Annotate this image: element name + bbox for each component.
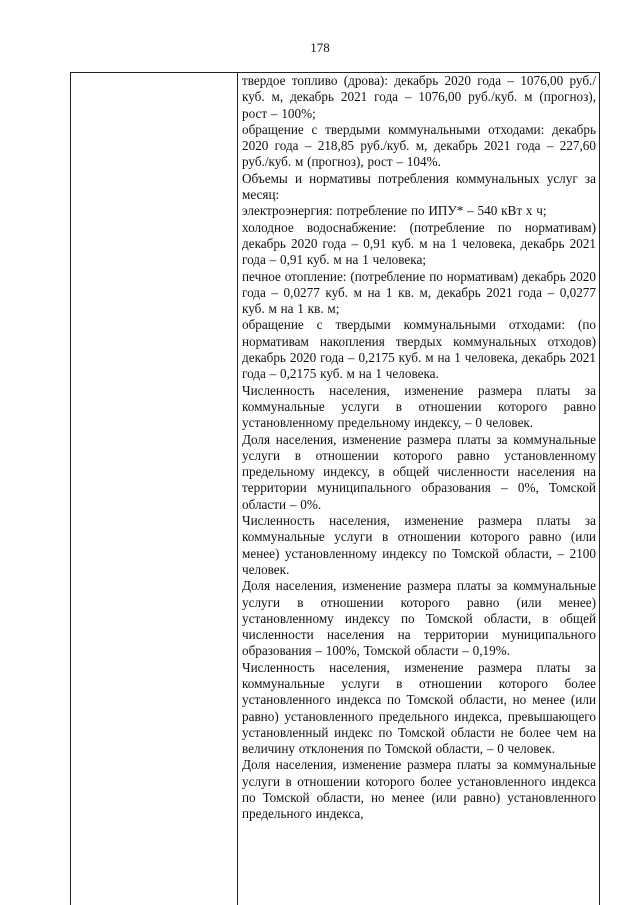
left-column-cell [71,73,238,905]
paragraph-share-below-index: Доля населения, изменение размера платы за коммунальные услуги в отношении которого равно (или менее) установленному индексу по Томской области, в общей численности населения на территории муниципального образования – 100%, Томской области – 0,19%. [242,578,596,659]
paragraph-population-below-index: Численность населения, изменение размера платы за коммунальные услуги в отношении которого равно (или менее) установленному индексу по Томской области, – 2100 человек. [242,513,596,577]
page-number: 178 [310,40,330,55]
paragraph-solid-fuel: твердое топливо (дрова): декабрь 2020 года – 1076,00 руб./куб. м, декабрь 2021 года – 1076,00 руб./куб. м (прогноз), рост – 100%; [242,73,596,121]
paragraph-population-equal-limit: Численность населения, изменение размера платы за коммунальные услуги в отношении которого равно установленному предельному индексу, – 0 человек. [242,382,596,431]
content-table [70,72,600,905]
paragraph-share-equal-limit: Доля населения, изменение размера платы за коммунальные услуги в отношении которого равно установленному предельному индексу, в общей численности населения на территории муниципального образования – 0%, Томской области – 0%. [242,431,596,512]
paragraph-share-above-index: Доля населения, изменение размера платы за коммунальные услуги в отношении которого более установленного индекса по Томской области, но менее (или равно) установленного предельного индекса, [242,757,596,822]
paragraph-waste-tariff: обращение с твердыми коммунальными отходами: декабрь 2020 года – 218,85 руб./куб. м, декабрь 2021 года – 227,60 руб./куб. м (прогноз), рост – 104%. [242,121,596,170]
paragraph-cold-water: холодное водоснабжение: (потребление по нормативам) декабрь 2020 года – 0,91 куб. м на 1 человека, декабрь 2021 года – 0,91 куб. м на 1 человека; [242,219,596,268]
paragraph-volumes-heading: Объемы и нормативы потребления коммунальных услуг за месяц: [242,170,596,203]
right-column-cell [242,73,596,905]
paragraph-stove-heating: печное отопление: (потребление по нормативам) декабрь 2020 года – 0,0277 куб. м на 1 кв. м, декабрь 2021 года – 0,0277 куб. м на 1 кв. м; [242,268,596,317]
paragraph-electricity: электроэнергия: потребление по ИПУ* – 540 кВт х ч; [242,203,547,219]
paragraph-waste-norms: обращение с твердыми коммунальными отходами: (по нормативам накопления твердых коммунальных отходов) декабрь 2020 года – 0,2175 куб. м на 1 человека, декабрь 2021 года – 0,2175 куб. м на 1 человека. [242,317,596,382]
paragraph-population-above-index: Численность населения, изменение размера платы за коммунальные услуги в отношении которого более установленного индекса по Томской области, но менее (или равно) установленного предельного индекса, превышающего установленный индекс по Томской области не более чем на величину отклонения по Томской области, – 0 человек. [242,659,596,757]
